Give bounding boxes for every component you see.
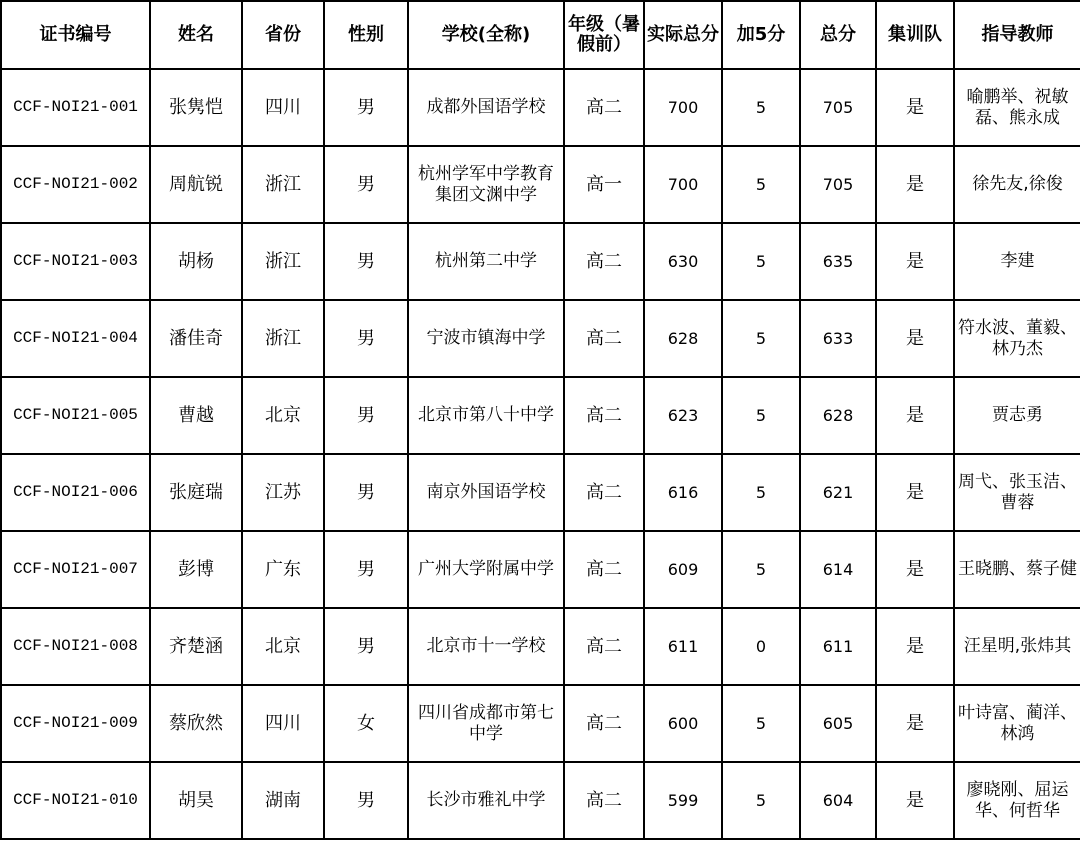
cell-school: 宁波市镇海中学 (408, 300, 564, 377)
header-row (1, 1, 1080, 69)
header-bonus: 加5分 (722, 1, 800, 69)
cell-cert-id: CCF-NOI21-001 (1, 69, 150, 146)
cell-name: 齐楚涵 (150, 608, 242, 685)
cell-training-team: 是 (876, 685, 954, 762)
cell-province: 北京 (242, 377, 324, 454)
cell-coaches: 李建 (954, 223, 1080, 300)
cell-gender: 女 (324, 685, 408, 762)
table-row (1, 69, 1080, 146)
cell-total: 605 (800, 685, 876, 762)
cell-school: 四川省成都市第七中学 (408, 685, 564, 762)
cell-training-team: 是 (876, 223, 954, 300)
table-row (1, 377, 1080, 454)
cell-school: 杭州学军中学教育集团文渊中学 (408, 146, 564, 223)
cell-cert-id: CCF-NOI21-010 (1, 762, 150, 839)
cell-grade: 高二 (564, 608, 644, 685)
cell-gender: 男 (324, 223, 408, 300)
cell-bonus: 5 (722, 146, 800, 223)
cell-raw-score: 600 (644, 685, 722, 762)
table-body (1, 69, 1080, 839)
cell-bonus: 5 (722, 454, 800, 531)
cell-cert-id: CCF-NOI21-006 (1, 454, 150, 531)
cell-coaches: 喻鹏举、祝敏磊、熊永成 (954, 69, 1080, 146)
cell-province: 四川 (242, 685, 324, 762)
cell-training-team: 是 (876, 531, 954, 608)
cell-total: 614 (800, 531, 876, 608)
cell-raw-score: 616 (644, 454, 722, 531)
cell-name: 胡昊 (150, 762, 242, 839)
cell-raw-score: 628 (644, 300, 722, 377)
table-header (1, 1, 1080, 69)
cell-cert-id: CCF-NOI21-002 (1, 146, 150, 223)
cell-coaches: 汪星明,张炜其 (954, 608, 1080, 685)
cell-gender: 男 (324, 146, 408, 223)
cell-coaches: 徐先友,徐俊 (954, 146, 1080, 223)
cell-raw-score: 630 (644, 223, 722, 300)
cell-gender: 男 (324, 454, 408, 531)
cell-coaches: 叶诗富、蔺洋、林鸿 (954, 685, 1080, 762)
cell-school: 南京外国语学校 (408, 454, 564, 531)
cell-coaches: 王晓鹏、蔡子健 (954, 531, 1080, 608)
cell-training-team: 是 (876, 377, 954, 454)
cell-cert-id: CCF-NOI21-009 (1, 685, 150, 762)
cell-name: 胡杨 (150, 223, 242, 300)
cell-training-team: 是 (876, 608, 954, 685)
cell-cert-id: CCF-NOI21-003 (1, 223, 150, 300)
table-row (1, 531, 1080, 608)
cell-raw-score: 611 (644, 608, 722, 685)
cell-province: 四川 (242, 69, 324, 146)
header-province: 省份 (242, 1, 324, 69)
cell-school: 成都外国语学校 (408, 69, 564, 146)
cell-coaches: 廖晓刚、屈运华、何哲华 (954, 762, 1080, 839)
cell-cert-id: CCF-NOI21-007 (1, 531, 150, 608)
cell-school: 长沙市雅礼中学 (408, 762, 564, 839)
cell-name: 曹越 (150, 377, 242, 454)
cell-province: 北京 (242, 608, 324, 685)
cell-bonus: 5 (722, 69, 800, 146)
cell-bonus: 5 (722, 223, 800, 300)
cell-name: 彭博 (150, 531, 242, 608)
table-row (1, 454, 1080, 531)
table-row (1, 685, 1080, 762)
cell-total: 604 (800, 762, 876, 839)
cell-province: 湖南 (242, 762, 324, 839)
cell-province: 浙江 (242, 146, 324, 223)
cell-cert-id: CCF-NOI21-008 (1, 608, 150, 685)
table-row (1, 146, 1080, 223)
cell-gender: 男 (324, 300, 408, 377)
header-grade: 年级（暑假前） (564, 1, 644, 69)
cell-grade: 高二 (564, 454, 644, 531)
cell-grade: 高二 (564, 69, 644, 146)
cell-total: 705 (800, 146, 876, 223)
cell-name: 张庭瑞 (150, 454, 242, 531)
cell-province: 浙江 (242, 223, 324, 300)
table-row (1, 300, 1080, 377)
cell-grade: 高二 (564, 223, 644, 300)
cell-bonus: 5 (722, 762, 800, 839)
cell-training-team: 是 (876, 300, 954, 377)
cell-raw-score: 609 (644, 531, 722, 608)
cell-coaches: 贾志勇 (954, 377, 1080, 454)
cell-school: 杭州第二中学 (408, 223, 564, 300)
cell-cert-id: CCF-NOI21-005 (1, 377, 150, 454)
cell-school: 北京市第八十中学 (408, 377, 564, 454)
cell-gender: 男 (324, 377, 408, 454)
cell-training-team: 是 (876, 762, 954, 839)
header-school: 学校(全称) (408, 1, 564, 69)
cell-school: 北京市十一学校 (408, 608, 564, 685)
cell-name: 蔡欣然 (150, 685, 242, 762)
cell-grade: 高一 (564, 146, 644, 223)
cell-raw-score: 599 (644, 762, 722, 839)
cell-grade: 高二 (564, 377, 644, 454)
cell-raw-score: 700 (644, 146, 722, 223)
cell-coaches: 符水波、董毅、林乃杰 (954, 300, 1080, 377)
cell-name: 潘佳奇 (150, 300, 242, 377)
cell-gender: 男 (324, 531, 408, 608)
header-raw-score: 实际总分 (644, 1, 722, 69)
cell-grade: 高二 (564, 762, 644, 839)
cell-coaches: 周弋、张玉洁、曹蓉 (954, 454, 1080, 531)
table-row (1, 762, 1080, 839)
cell-training-team: 是 (876, 454, 954, 531)
table-row (1, 223, 1080, 300)
cell-grade: 高二 (564, 300, 644, 377)
cell-school: 广州大学附属中学 (408, 531, 564, 608)
cell-total: 633 (800, 300, 876, 377)
cell-grade: 高二 (564, 531, 644, 608)
cell-raw-score: 700 (644, 69, 722, 146)
cell-total: 705 (800, 69, 876, 146)
header-name: 姓名 (150, 1, 242, 69)
cell-bonus: 5 (722, 685, 800, 762)
cell-total: 621 (800, 454, 876, 531)
cell-cert-id: CCF-NOI21-004 (1, 300, 150, 377)
cell-bonus: 0 (722, 608, 800, 685)
header-cert-id: 证书编号 (1, 1, 150, 69)
cell-province: 广东 (242, 531, 324, 608)
cell-training-team: 是 (876, 69, 954, 146)
cell-bonus: 5 (722, 300, 800, 377)
cell-province: 江苏 (242, 454, 324, 531)
cell-total: 611 (800, 608, 876, 685)
cell-total: 635 (800, 223, 876, 300)
cell-training-team: 是 (876, 146, 954, 223)
header-total: 总分 (800, 1, 876, 69)
cell-bonus: 5 (722, 531, 800, 608)
cell-total: 628 (800, 377, 876, 454)
cell-gender: 男 (324, 608, 408, 685)
cell-gender: 男 (324, 69, 408, 146)
cell-gender: 男 (324, 762, 408, 839)
header-training-team: 集训队 (876, 1, 954, 69)
cell-bonus: 5 (722, 377, 800, 454)
cell-raw-score: 623 (644, 377, 722, 454)
cell-name: 张隽恺 (150, 69, 242, 146)
cell-name: 周航锐 (150, 146, 242, 223)
cell-grade: 高二 (564, 685, 644, 762)
cell-province: 浙江 (242, 300, 324, 377)
header-coaches: 指导教师 (954, 1, 1080, 69)
table-row (1, 608, 1080, 685)
header-gender: 性别 (324, 1, 408, 69)
